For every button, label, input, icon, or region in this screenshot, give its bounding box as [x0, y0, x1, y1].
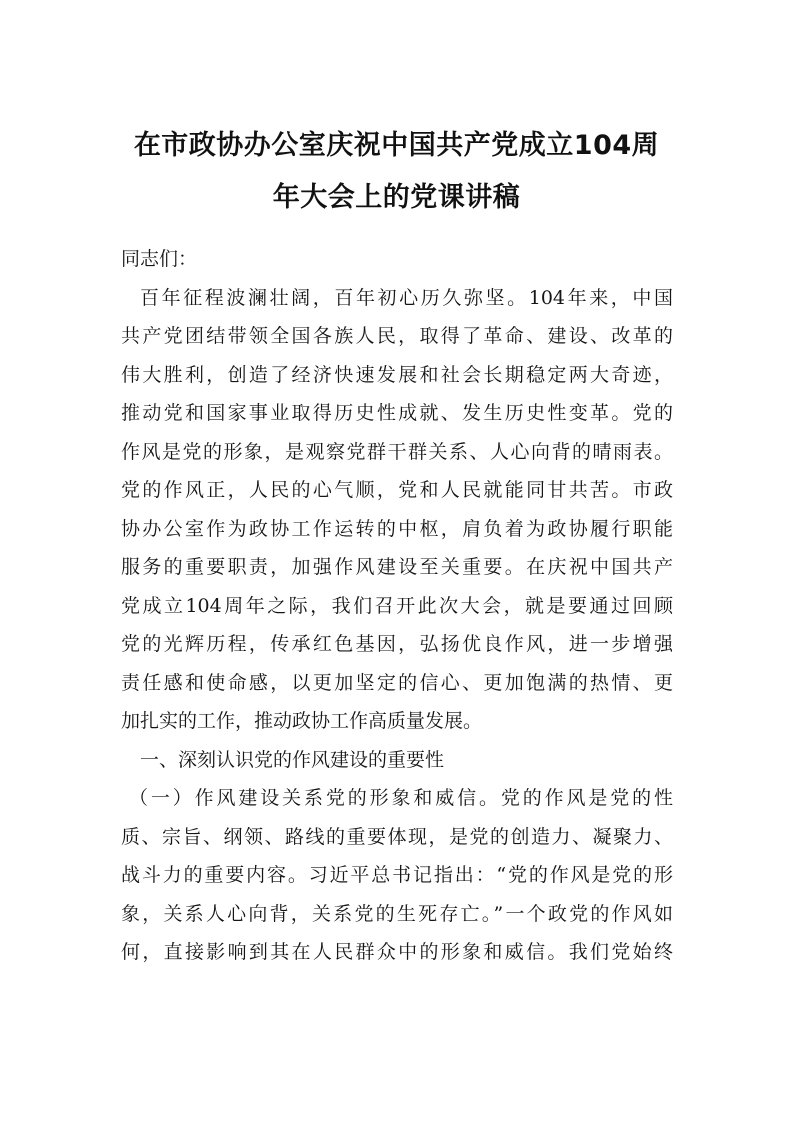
- paragraph-line: 何，直接影响到其在人民群众中的形象和威信。我们党始终: [121, 941, 673, 963]
- paragraph-line: 伟大胜利，创造了经济快速发展和社会长期稳定两大奇迹，: [121, 363, 673, 386]
- paragraph-line: （一）作风建设关系党的形象和威信。党的作风是党的性: [129, 787, 673, 809]
- title-line-1: 在市政协办公室庆祝中国共产党成立104周: [133, 130, 660, 161]
- paragraph-line: 作风是党的形象，是观察党群干群关系、人心向背的晴雨表。: [121, 440, 673, 463]
- section-heading: 一、深刻认识党的作风建设的重要性: [140, 748, 445, 771]
- paragraph-line: 党的光辉历程，传承红色基因，弘扬优良作风，进一步增强: [121, 633, 673, 655]
- paragraph-line: 质、宗旨、纲领、路线的重要体现，是党的创造力、凝聚力、: [121, 825, 673, 848]
- paragraph-line: 百年征程波澜壮阔，百年初心历久弥坚。104年来，中国: [140, 286, 673, 309]
- paragraph-line: 责任感和使命感，以更加坚定的信心、更加饱满的热情、更: [121, 671, 673, 694]
- paragraph-line: 推动党和国家事业取得历史性成就、发生历史性变革。党的: [121, 402, 673, 424]
- document-body: [121, 240, 673, 972]
- paragraph-line: 协办公室作为政协工作运转的中枢，肩负着为政协履行职能: [121, 517, 673, 540]
- paragraph-line: 服务的重要职责，加强作风建设至关重要。在庆祝中国共产: [121, 556, 673, 578]
- paragraph-line: 加扎实的工作，推动政协工作高质量发展。: [121, 710, 483, 732]
- paragraph-line: 共产党团结带领全国各族人民，取得了革命、建设、改革的: [121, 325, 673, 347]
- paragraph-line: 党成立104周年之际，我们召开此次大会，就是要通过回顾: [121, 594, 673, 617]
- salutation: 同志们：: [121, 248, 198, 270]
- document-title: [100, 120, 693, 224]
- paragraph-line: 象，关系人心向背，关系党的生死存亡。”一个政党的作风如: [121, 902, 673, 925]
- title-line-2: 年大会上的党课讲稿: [272, 182, 521, 213]
- paragraph-line: 党的作风正，人民的心气顺，党和人民就能同甘共苦。市政: [121, 479, 673, 501]
- paragraph-line: 战斗力的重要内容。习近平总书记指出：“党的作风是党的形: [121, 864, 673, 886]
